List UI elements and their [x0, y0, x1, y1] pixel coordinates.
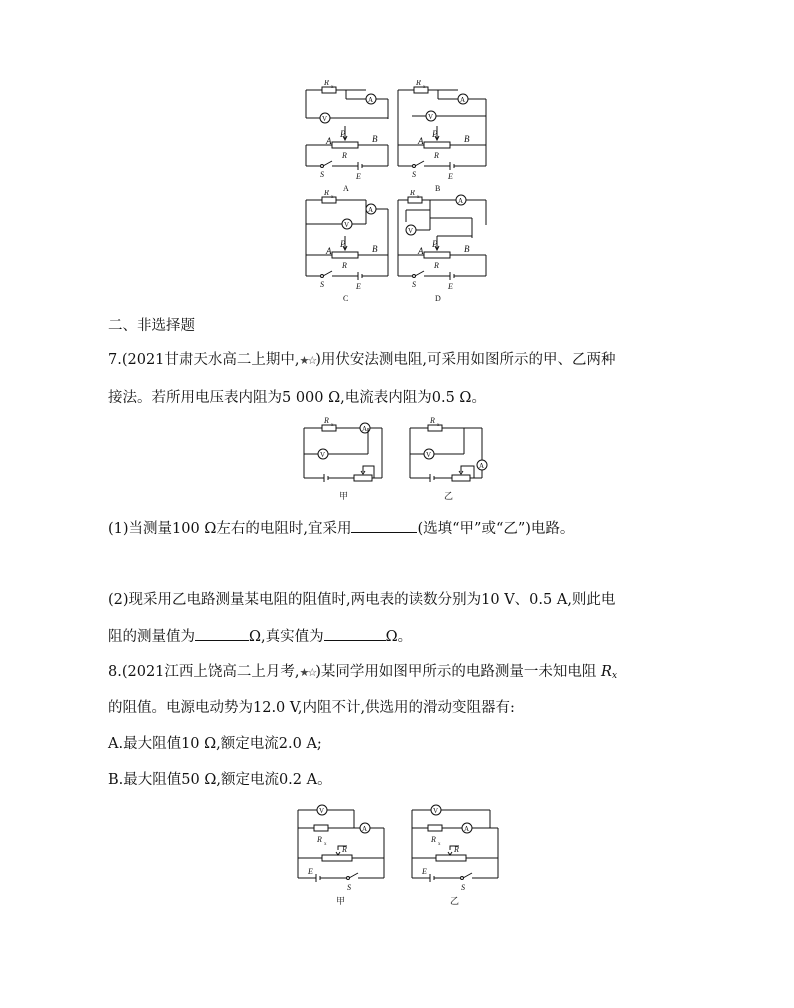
circuit-d [398, 190, 486, 303]
rx-symbol: R [601, 664, 612, 680]
voltmeter-label: V [428, 113, 434, 121]
end-b-label: B [464, 134, 470, 144]
answer-blank-3[interactable] [324, 626, 386, 641]
ammeter-label: A [464, 825, 470, 833]
rheostat-icon [452, 475, 470, 481]
slider-label: P [340, 129, 346, 139]
ammeter-label: A [368, 96, 374, 104]
q7-sub2-line2 [108, 626, 412, 647]
end-a-label: A [326, 136, 332, 146]
source-label: E [448, 172, 453, 181]
option-b-label: B [435, 184, 441, 193]
option-a-label: A [343, 184, 349, 193]
q7-figure [298, 414, 498, 504]
end-a-label: A [326, 246, 332, 256]
ammeter-label: A [458, 197, 464, 205]
rx-sub-label: x [423, 85, 426, 90]
rheostat-label: R [434, 261, 439, 270]
rheostat-icon [332, 142, 358, 148]
rx-sub-label: x [437, 423, 440, 428]
end-a-label: A [418, 246, 424, 256]
q7-sub2-text-1: 阻的测量值为 [108, 629, 195, 645]
rheostat-label: R [342, 151, 347, 160]
q8-source-close: ) [315, 664, 321, 680]
answer-blank-2[interactable] [195, 626, 249, 641]
ammeter-label: A [460, 96, 466, 104]
voltmeter-label: V [344, 221, 350, 229]
circuit-a [306, 80, 388, 193]
rheostat-label: R [434, 151, 439, 160]
q7-stem-line1 [108, 350, 616, 371]
switch-label: S [412, 280, 416, 289]
star-icon: ★☆ [299, 666, 316, 679]
rx-sub-label: x [438, 842, 441, 847]
circuit-jia-8 [298, 805, 384, 906]
slider-label: P [432, 129, 438, 139]
rx-sub-label: x [417, 195, 420, 200]
figure-options-cd [300, 190, 492, 306]
q7-sub2-text-2: Ω,真实值为 [249, 629, 324, 645]
q8-source: (2021江西上饶高二上月考, [121, 664, 300, 680]
rx-subscript: x [611, 671, 618, 681]
q8-option-b: B.最大阻值50 Ω,额定电流0.2 A。 [108, 772, 332, 788]
rx-label: R [410, 190, 415, 197]
voltmeter-label: V [426, 451, 432, 459]
voltmeter-label: V [322, 115, 328, 123]
rx-sub-label: x [331, 85, 334, 90]
figure-options-ab [300, 80, 492, 196]
rheostat-icon [322, 855, 352, 861]
fig-yi-label: 乙 [444, 491, 454, 501]
ammeter-label: A [368, 206, 374, 214]
voltmeter-label: V [319, 807, 325, 815]
end-a-label: A [418, 136, 424, 146]
rx-label: R [324, 190, 329, 197]
end-b-label: B [464, 244, 470, 254]
rheostat-icon [332, 252, 358, 258]
q8-stem-line1 [108, 662, 617, 686]
voltmeter-label: V [433, 807, 439, 815]
fig-jia-label: 甲 [339, 491, 349, 501]
q8-number: 8. [108, 664, 122, 680]
rheostat-label: R [342, 845, 347, 854]
source-label: E [308, 867, 313, 876]
switch-label: S [320, 280, 324, 289]
rx-label: R [317, 835, 322, 844]
q7-source-close: ) [315, 352, 321, 368]
answer-blank-1[interactable] [351, 518, 417, 533]
q8-stem-a: 某同学用如图甲所示的电路测量一未知电阻 [320, 664, 597, 680]
rx-label: R [324, 416, 329, 425]
circuit-jia [304, 416, 382, 501]
switch-label: S [412, 170, 416, 179]
end-b-label: B [372, 134, 378, 144]
ammeter-label: A [362, 425, 368, 433]
source-label: E [356, 172, 361, 181]
rheostat-label: R [342, 261, 347, 270]
circuit-c [306, 190, 388, 303]
source-label: E [356, 282, 361, 291]
fig8-yi-label: 乙 [450, 896, 460, 906]
rheostat-icon [354, 475, 372, 481]
voltmeter-label: V [320, 451, 326, 459]
fig8-jia-label: 甲 [336, 896, 346, 906]
circuit-b [398, 80, 486, 193]
rheostat-icon [436, 855, 466, 861]
rx-label: R [431, 835, 436, 844]
rx-label: R [324, 80, 329, 87]
rx-label: R [416, 80, 421, 87]
slider-label: P [340, 239, 346, 249]
q7-sub2-line1: (2)现采用乙电路测量某电阻的阻值时,两电表的读数分别为10 V、0.5 A,则此电 [108, 592, 616, 608]
voltmeter-label: V [408, 227, 414, 235]
q7-source: (2021甘肃天水高二上期中, [121, 352, 300, 368]
q7-number: 7. [108, 352, 122, 368]
q8-option-a: A.最大阻值10 Ω,额定电流2.0 A; [108, 736, 322, 752]
option-c-label: C [343, 294, 349, 303]
q8-stem-line2: 的阻值。电源电动势为12.0 V,内阻不计,供选用的滑动变阻器有: [108, 700, 515, 716]
switch-label: S [347, 883, 351, 892]
rheostat-label: R [454, 845, 459, 854]
rx-sub-label: x [331, 195, 334, 200]
rheostat-icon [424, 142, 450, 148]
q7-stem-line2: 接法。若所用电压表内阻为5 000 Ω,电流表内阻为0.5 Ω。 [108, 390, 486, 406]
circuit-yi [410, 416, 487, 501]
ammeter-label: A [479, 462, 485, 470]
switch-label: S [320, 170, 324, 179]
rx-sub-label: x [331, 423, 334, 428]
q7-sub1 [108, 518, 574, 539]
rx-label: R [430, 416, 435, 425]
switch-label: S [461, 883, 465, 892]
circuit-yi-8 [412, 805, 498, 906]
ammeter-label: A [362, 825, 368, 833]
q7-sub1-text: (1)当测量100 Ω左右的电阻时,宜采用 [108, 521, 352, 537]
slider-label: P [432, 239, 438, 249]
rheostat-icon [424, 252, 450, 258]
rx-sub-label: x [324, 842, 327, 847]
star-icon: ★☆ [299, 354, 316, 367]
source-label: E [422, 867, 427, 876]
q8-figure [292, 800, 504, 908]
end-b-label: B [372, 244, 378, 254]
q7-sub1-text-after: (选填“甲”或“乙”)电路。 [417, 521, 575, 537]
section-title: 二、非选择题 [108, 318, 195, 334]
q7-sub2-text-3: Ω。 [385, 629, 413, 645]
q7-stem-a: 用伏安法测电阻,可采用如图所示的甲、乙两种 [320, 352, 616, 368]
source-label: E [448, 282, 453, 291]
option-d-label: D [435, 294, 441, 303]
